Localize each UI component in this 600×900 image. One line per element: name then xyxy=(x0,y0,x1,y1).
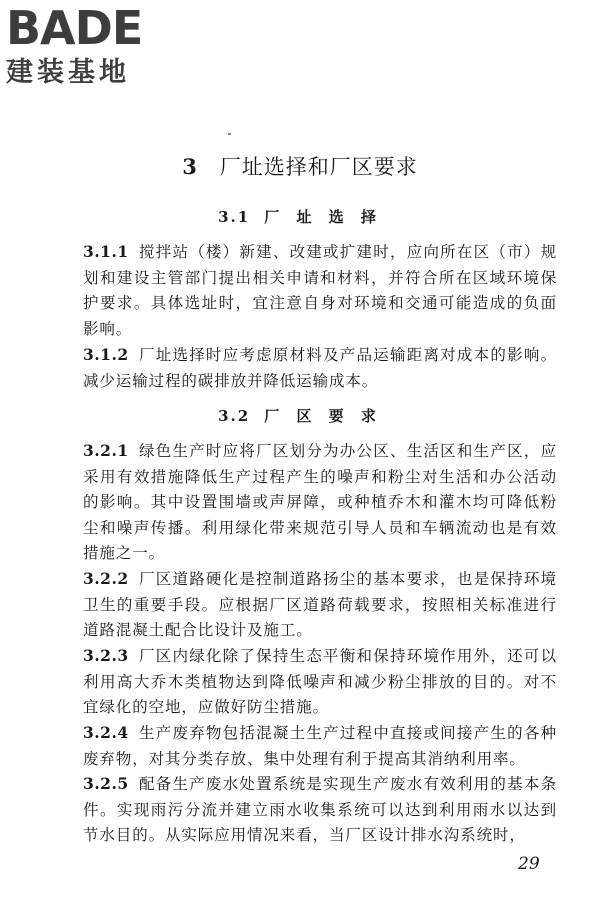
logo-subtitle: 建装基地 xyxy=(6,57,130,88)
chapter-heading xyxy=(0,152,600,182)
clause-text: 配备生产废水处置系统是实现生产废水有效利用的基本条件。实现雨污分流并建立雨水收集系统可以达到利用雨水以达到节水目的。从实际应用情况来看，当厂区设计排水沟系统时， xyxy=(83,775,557,845)
section-title: 厂 区 要 求 xyxy=(264,407,382,425)
clause-paragraph xyxy=(83,720,557,772)
scan-speck xyxy=(228,133,231,135)
clause-number: 3.2.4 xyxy=(83,723,129,742)
clause-text: 厂区道路硬化是控制道路扬尘的基本要求，也是保持环境卫生的重要手段。应根据厂区道路荷载要求，按照相关标准进行道路混凝土配合比设计及施工。 xyxy=(83,570,557,640)
clause-paragraph xyxy=(83,771,557,849)
chapter-title: 厂址选择和厂区要求 xyxy=(219,155,418,179)
clause-paragraph xyxy=(83,342,557,394)
clause-number: 3.2.5 xyxy=(83,774,129,793)
clause-paragraph xyxy=(83,438,557,567)
clause-number: 3.2.3 xyxy=(83,646,129,665)
clause-paragraph xyxy=(83,239,557,342)
clause-number: 3.2.2 xyxy=(83,569,129,588)
section-title: 厂 址 选 择 xyxy=(264,208,382,226)
clause-paragraph xyxy=(83,566,557,644)
logo-brand: BADE xyxy=(6,1,143,55)
section-heading xyxy=(0,405,600,427)
clause-text: 绿色生产时应将厂区划分为办公区、生活区和生产区，应采用有效措施降低生产过程产生的噪声和粉尘对生活和办公活动的影响。其中设置围墙或声屏障，或种植乔木和灌木均可降低粉尘和噪声传播。利用绿化带来规范引导人员和车辆流动也是有效措施之一。 xyxy=(83,442,557,563)
section-heading xyxy=(0,206,600,228)
chapter-number: 3 xyxy=(182,154,198,179)
clause-text: 厂区内绿化除了保持生态平衡和保持环境作用外，还可以利用高大乔木类植物达到降低噪声和减少粉尘排放的目的。对不宜绿化的空地，应做好防尘措施。 xyxy=(83,647,557,717)
bade-logo xyxy=(6,2,181,94)
page-number: 29 xyxy=(518,854,540,874)
clause-number: 3.1.1 xyxy=(83,242,129,261)
clause-text: 生产废弃物包括混凝土生产过程中直接或间接产生的各种废弃物，对其分类存放、集中处理有利于提高其消纳利用率。 xyxy=(83,724,557,768)
clause-paragraph xyxy=(83,643,557,721)
clause-text: 搅拌站（楼）新建、改建或扩建时，应向所在区（市）规划和建设主管部门提出相关申请和材料，并符合所在区域环境保护要求。具体选址时，宜注意自身对环境和交通可能造成的负面影响。 xyxy=(83,243,557,338)
section-number: 3.1 xyxy=(218,208,251,226)
clause-number: 3.2.1 xyxy=(83,441,129,460)
clause-number: 3.1.2 xyxy=(83,345,129,364)
clause-text: 厂址选择时应考虑原材料及产品运输距离对成本的影响。减少运输过程的碳排放并降低运输成本。 xyxy=(83,346,557,390)
section-number: 3.2 xyxy=(218,407,251,425)
